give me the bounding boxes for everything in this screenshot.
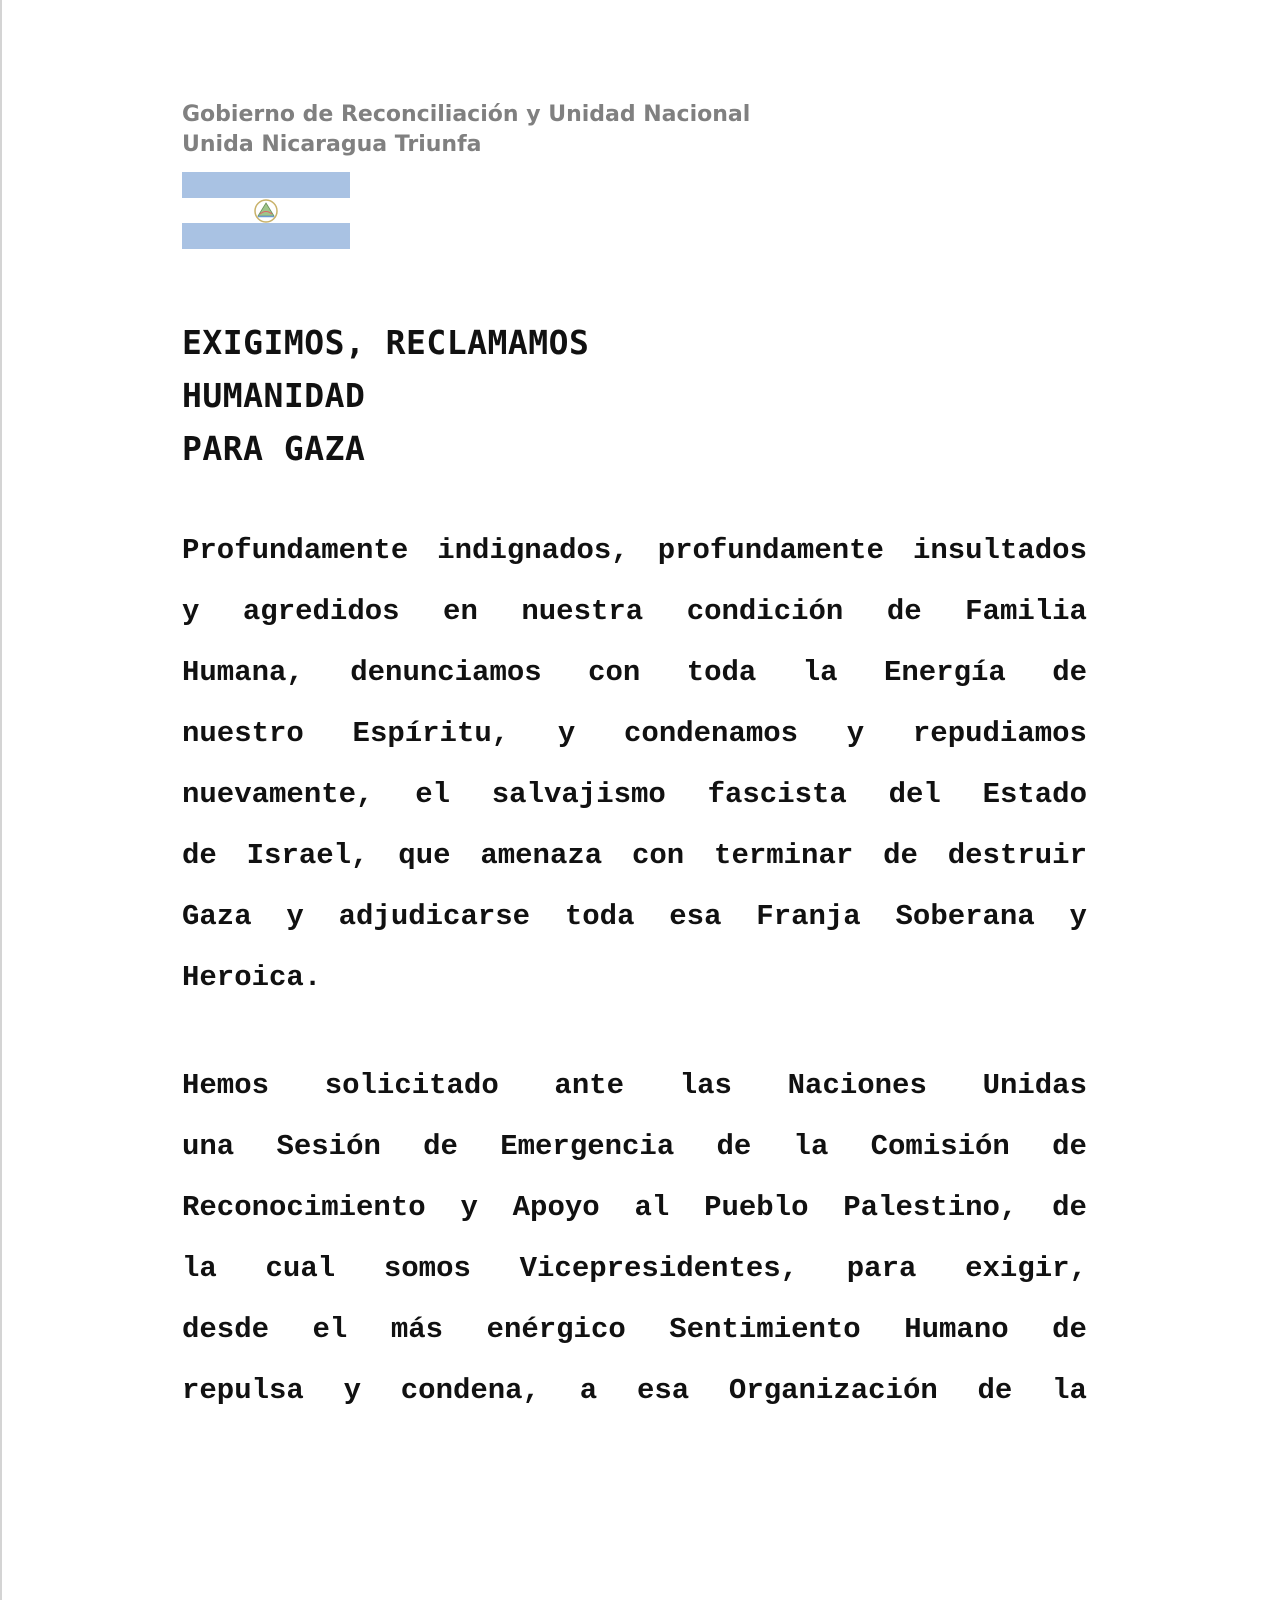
word: Emergencia bbox=[500, 1130, 675, 1163]
title-line-3: PARA GAZA bbox=[182, 429, 366, 468]
word: más bbox=[390, 1313, 444, 1346]
document-title bbox=[182, 316, 589, 475]
word: ante bbox=[554, 1069, 625, 1102]
word: de bbox=[716, 1130, 752, 1163]
line-words bbox=[182, 642, 1087, 703]
line-words bbox=[182, 1116, 1087, 1177]
word: denunciamos bbox=[350, 656, 542, 689]
line-words bbox=[182, 1055, 1087, 1116]
word: Humano bbox=[904, 1313, 1009, 1346]
word: que bbox=[398, 839, 451, 872]
word: cual bbox=[265, 1252, 336, 1285]
word: con bbox=[632, 839, 685, 872]
word: agredidos bbox=[242, 595, 400, 628]
word: toda bbox=[686, 656, 757, 689]
word: Palestino, bbox=[843, 1191, 1018, 1224]
word: y bbox=[846, 717, 865, 750]
word: de bbox=[423, 1130, 458, 1163]
word: Pueblo bbox=[704, 1191, 809, 1224]
title-line-1: EXIGIMOS, RECLAMAMOS bbox=[182, 323, 590, 362]
paragraph-line bbox=[182, 1116, 1087, 1177]
word: en bbox=[443, 595, 478, 628]
word: insultados bbox=[912, 534, 1087, 567]
word: de bbox=[883, 839, 918, 872]
word: el bbox=[415, 778, 451, 811]
line-words bbox=[182, 947, 1087, 1008]
word: Estado bbox=[982, 778, 1087, 811]
word: solicitado bbox=[324, 1069, 499, 1102]
word: indignados, bbox=[437, 534, 629, 567]
word: la bbox=[182, 1252, 217, 1285]
line-words bbox=[182, 581, 1087, 642]
paragraph-line bbox=[182, 1360, 1087, 1421]
word: nuevamente, bbox=[182, 778, 374, 811]
word: Gaza bbox=[182, 900, 252, 933]
paragraph-line bbox=[182, 642, 1087, 703]
line-words bbox=[182, 520, 1087, 581]
word: profundamente bbox=[657, 534, 884, 567]
word: Sesión bbox=[276, 1130, 381, 1163]
word: Energía bbox=[883, 656, 1006, 689]
word: de bbox=[182, 839, 217, 872]
word: destruir bbox=[947, 839, 1087, 872]
paragraph-line bbox=[182, 764, 1087, 825]
word: Hemos bbox=[182, 1069, 270, 1102]
word: Soberana bbox=[895, 900, 1035, 933]
word: Naciones bbox=[787, 1069, 927, 1102]
word: Espíritu, bbox=[352, 717, 510, 750]
line-words bbox=[182, 825, 1087, 886]
paragraph-line bbox=[182, 825, 1087, 886]
word: esa bbox=[636, 1374, 690, 1407]
word: de bbox=[1052, 1191, 1087, 1224]
line-words bbox=[182, 1360, 1087, 1421]
word: de bbox=[977, 1374, 1013, 1407]
word: somos bbox=[383, 1252, 471, 1285]
word: amenaza bbox=[480, 839, 603, 872]
government-header bbox=[182, 100, 750, 160]
paragraph-line bbox=[182, 1238, 1087, 1299]
word: para bbox=[846, 1252, 917, 1285]
word: salvajismo bbox=[491, 778, 666, 811]
word: condena, bbox=[400, 1374, 540, 1407]
word: de bbox=[886, 595, 922, 628]
word: y bbox=[557, 717, 576, 750]
word: Reconocimiento bbox=[182, 1191, 426, 1224]
word: Profundamente bbox=[182, 534, 409, 567]
word: la bbox=[793, 1130, 829, 1163]
word: Israel, bbox=[246, 839, 369, 872]
word: a bbox=[579, 1374, 598, 1407]
word: y bbox=[343, 1374, 361, 1407]
line-words bbox=[182, 764, 1087, 825]
word: terminar bbox=[714, 839, 854, 872]
word: exigir, bbox=[965, 1252, 1087, 1285]
paragraph-line bbox=[182, 581, 1087, 642]
paragraph-line bbox=[182, 1299, 1087, 1360]
coat-of-arms-icon bbox=[251, 198, 281, 224]
word: del bbox=[888, 778, 941, 811]
word: nuestra bbox=[521, 595, 644, 628]
word: esa bbox=[669, 900, 722, 933]
word: Comisión bbox=[870, 1130, 1010, 1163]
line-words bbox=[182, 1177, 1087, 1238]
header-line-1: Gobierno de Reconciliación y Unidad Nacional bbox=[182, 102, 751, 127]
word: toda bbox=[564, 900, 635, 933]
word: repudiamos bbox=[912, 717, 1087, 750]
word: con bbox=[588, 656, 641, 689]
flag-bottom-stripe bbox=[182, 223, 350, 249]
word: Vicepresidentes, bbox=[519, 1252, 799, 1285]
word: fascista bbox=[707, 778, 847, 811]
word: Familia bbox=[965, 595, 1087, 628]
word: la bbox=[1052, 1374, 1087, 1407]
paragraph-line bbox=[182, 1055, 1087, 1116]
word: condición bbox=[686, 595, 844, 628]
paragraph-line bbox=[182, 1177, 1087, 1238]
flag-top-stripe bbox=[182, 172, 350, 198]
word: Organización bbox=[728, 1374, 938, 1407]
line-words bbox=[182, 703, 1087, 764]
word: Sentimiento bbox=[669, 1313, 861, 1346]
word: y bbox=[286, 900, 304, 933]
paragraph-1 bbox=[182, 520, 1087, 1008]
word: condenamos bbox=[624, 717, 799, 750]
paragraph-2 bbox=[182, 1055, 1087, 1421]
line-words bbox=[182, 886, 1087, 947]
word: las bbox=[679, 1069, 732, 1102]
paragraph-line bbox=[182, 886, 1087, 947]
header-line-2: Unida Nicaragua Triunfa bbox=[182, 132, 482, 157]
line-words bbox=[182, 1299, 1087, 1360]
word: enérgico bbox=[486, 1313, 626, 1346]
word: al bbox=[634, 1191, 670, 1224]
word: de bbox=[1052, 656, 1087, 689]
word: y bbox=[1069, 900, 1087, 933]
word: desde bbox=[182, 1313, 270, 1346]
word: de bbox=[1052, 1313, 1087, 1346]
word: la bbox=[802, 656, 838, 689]
word: Franja bbox=[756, 900, 861, 933]
word: Heroica. bbox=[182, 961, 322, 994]
word: una bbox=[182, 1130, 235, 1163]
word: repulsa bbox=[182, 1374, 304, 1407]
word: y bbox=[182, 595, 200, 628]
word: Unidas bbox=[982, 1069, 1087, 1102]
nicaragua-flag-icon bbox=[182, 172, 350, 249]
paragraph-line bbox=[182, 520, 1087, 581]
word: de bbox=[1052, 1130, 1087, 1163]
word: y bbox=[460, 1191, 478, 1224]
word: nuestro bbox=[182, 717, 304, 750]
word: adjudicarse bbox=[338, 900, 531, 933]
paragraph-line bbox=[182, 947, 1087, 1008]
word: el bbox=[312, 1313, 348, 1346]
flag-center-stripe bbox=[182, 198, 350, 224]
word: Apoyo bbox=[512, 1191, 600, 1224]
line-words bbox=[182, 1238, 1087, 1299]
word: Humana, bbox=[182, 656, 304, 689]
paragraph-line bbox=[182, 703, 1087, 764]
title-line-2: HUMANIDAD bbox=[182, 376, 366, 415]
